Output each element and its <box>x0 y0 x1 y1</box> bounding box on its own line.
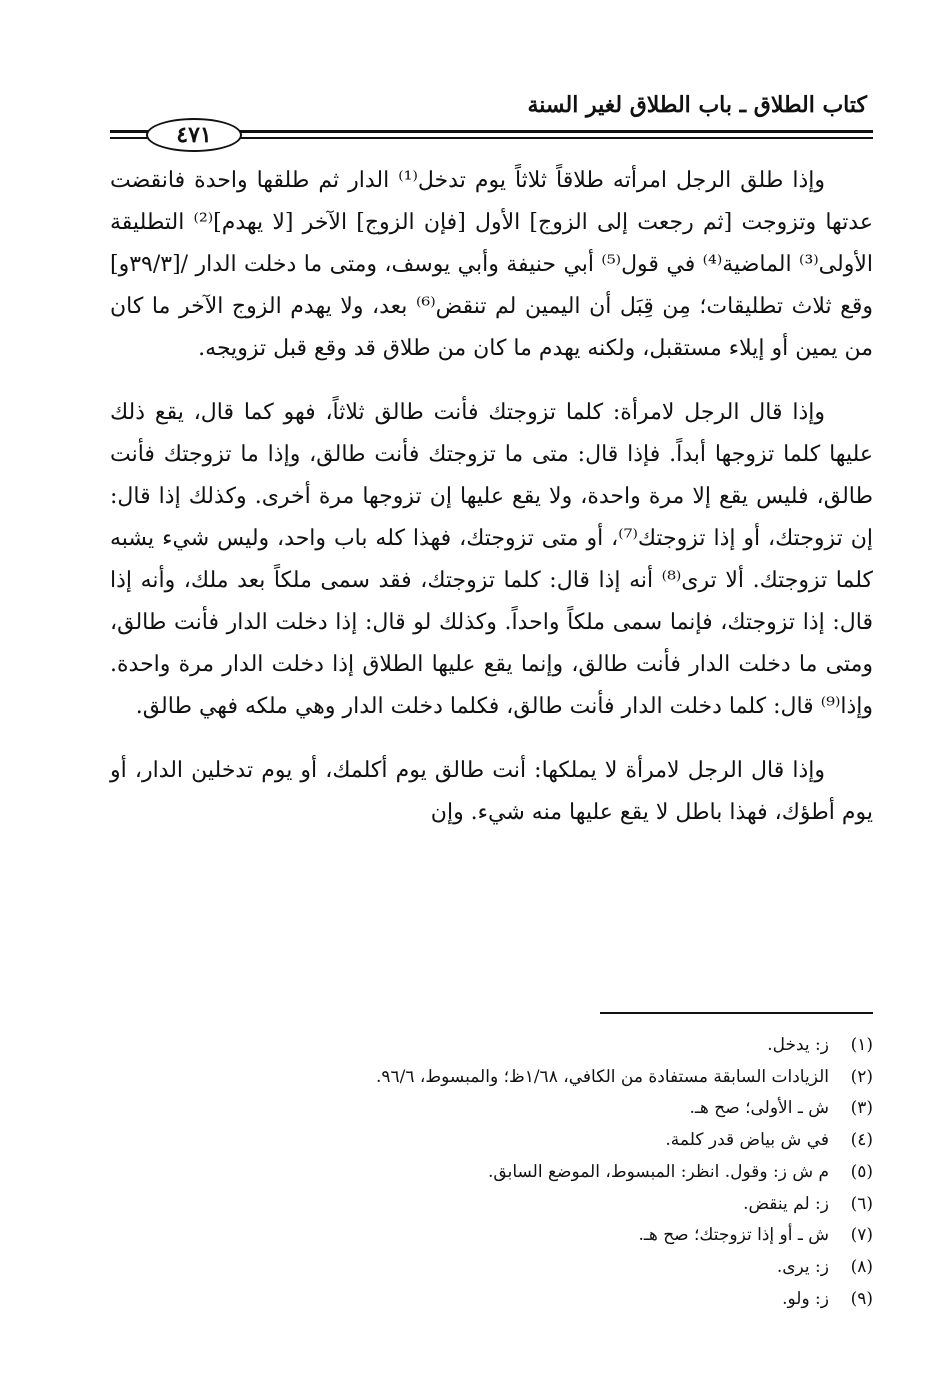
footnote-item <box>110 1093 873 1125</box>
header-rule <box>110 118 873 150</box>
footnote-number: (٤) <box>850 1130 873 1151</box>
footnotes <box>110 1030 873 1315</box>
footnote-text: ش ـ الأولى؛ صح هـ. <box>689 1098 829 1119</box>
footnote-number: (٢) <box>850 1066 873 1087</box>
paragraph-3: وإذا قال الرجل لامرأة لا يملكها: أنت طالق يوم أكلمك، أو يوم تدخلين الدار، أو يوم أطؤك، فهذا باطل لا يقع عليها منه شيء. وإن <box>110 758 873 825</box>
footnote-number: (٧) <box>850 1225 873 1246</box>
footnote-item <box>110 1220 873 1252</box>
footnote-number: (٨) <box>850 1256 873 1277</box>
footnote-item <box>110 1284 873 1316</box>
paragraph-1: وإذا طلق الرجل امرأته طلاقاً ثلاثاً يوم تدخل⁽¹⁾ الدار ثم طلقها واحدة فانقضت عدتها وتزوجت [ثم رجعت إلى الزوج] الأول [فإن الزوج] الآخر [لا يهدم]⁽²⁾ التطليقة الأولى⁽³⁾ الماضية⁽⁴⁾ في قول⁽⁵⁾ أبي حنيفة وأبي يوسف، ومتى ما دخلت الدار /[٣٩/٣و] وقع ثلاث تطليقات؛ مِن قِبَل أن اليمين لم تنقض⁽⁶⁾ بعد، ولا يهدم الزوج الآخر ما كان من يمين أو إيلاء مستقبل، ولكنه يهدم ما كان من طلاق قد وقع قبل تزويجه. <box>110 168 873 361</box>
footnote-number: (٥) <box>850 1161 873 1182</box>
footnote-text: ز: ولو. <box>782 1288 829 1309</box>
footnote-text: ز: يدخل. <box>767 1035 829 1055</box>
paragraph-2: وإذا قال الرجل لامرأة: كلما تزوجتك فأنت طالق ثلاثاً، فهو كما قال، يقع ذلك عليها كلما تزوجها أبداً. فإذا قال: متى ما تزوجتك فأنت طالق، وإذا ما تزوجتك فأنت طالق، فليس يقع إلا مرة واحدة، ولا يقع عليها إن تزوجها مرة أخرى. وكذلك إذا قال: إن تزوجتك، أو إذا تزوجتك⁽⁷⁾، أو متى تزوجتك، فهذا كله باب واحد، وليس شيء يشبه كلما تزوجتك. ألا ترى⁽⁸⁾ أنه إذا قال: كلما تزوجتك، فقد سمى ملكاً بعد ملك، وأنه إذا قال: إذا تزوجتك، فإنما سمى ملكاً واحداً. وكذلك لو قال: إذا دخلت الدار فأنت طالق، ومتى ما دخلت الدار فأنت طالق، وإنما يقع عليها الطلاق إذا دخلت الدار مرة واحدة. وإذا⁽⁹⁾ قال: كلما دخلت الدار فأنت طالق، فكلما دخلت الدار وهي ملكه فهي طالق. <box>110 400 873 719</box>
footnote-text: الزيادات السابقة مستفادة من الكافي، ١/٦٨ظ؛ والمبسوط، ٩٦/٦. <box>376 1066 829 1087</box>
footnote-item <box>110 1062 873 1094</box>
footnote-text: ز: لم ينقض. <box>743 1193 829 1214</box>
footnote-text: م ش ز: وقول. انظر: المبسوط، الموضع السابق. <box>488 1161 829 1182</box>
footnote-number: (١) <box>850 1035 873 1055</box>
footnote-text: في ش بياض قدر كلمة. <box>665 1130 829 1151</box>
footnote-number: (٣) <box>850 1098 873 1119</box>
footnote-item <box>110 1252 873 1284</box>
footnote-separator <box>600 1012 873 1014</box>
footnote-item <box>110 1125 873 1157</box>
footnote-text: ش ـ أو إذا تزوجتك؛ صح هـ. <box>638 1225 829 1246</box>
footnote-item <box>110 1189 873 1221</box>
footnote-number: (٩) <box>850 1288 873 1309</box>
page-number: ٤٧١ <box>146 118 242 152</box>
running-title: كتاب الطلاق ـ باب الطلاق لغير السنة <box>527 92 867 118</box>
footnote-item <box>110 1157 873 1189</box>
footnote-item <box>110 1030 873 1062</box>
footnote-text: ز: يرى. <box>776 1256 829 1277</box>
footnote-number: (٦) <box>850 1193 873 1214</box>
main-text <box>110 160 873 856</box>
